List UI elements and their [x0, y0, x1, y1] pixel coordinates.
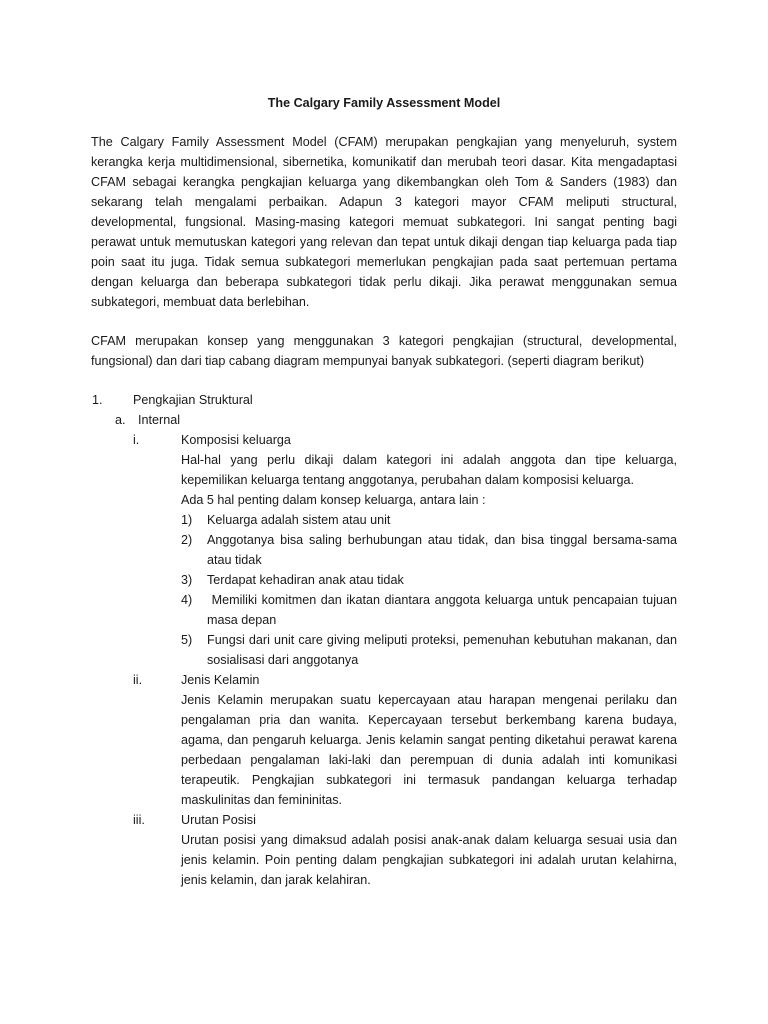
list-number: 2)	[181, 533, 193, 547]
concept-paragraph: CFAM merupakan konsep yang menggunakan 3 kategori pengkajian (structural, developmental, fungsional) dan dari tiap cabang diagram mempunyai banyak subkategori. (seperti diagram berikut)	[91, 334, 677, 368]
document-title: The Calgary Family Assessment Model	[267, 96, 501, 110]
item-heading	[133, 670, 677, 690]
item-roman: i.	[133, 433, 140, 447]
subsection-letter: a.	[115, 413, 126, 427]
document-body	[91, 93, 681, 890]
list-text: Terdapat kehadiran anak atau tidak	[207, 573, 404, 587]
section-heading	[91, 390, 677, 410]
intro-paragraph: The Calgary Family Assessment Model (CFAM) merupakan pengkajian yang menyeluruh, system kerangka kerja multidimensional, sibernetika, komunikatif dan merubah teori dasar. Kita mengadaptasi CFAM sebagai kerangka pengkajian keluarga yang dikembangkan oleh Tom & Sanders (1983) dan sekarang telah mengalami perbaikan. Adapun 3 kategori mayor CFAM meliputi structural, developmental, fungsional. Masing-masing kategori memuat subkategori. Ini sangat penting bagi perawat untuk memutuskan kategori yang relevan dan tepat untuk dikaji dengan tiap keluarga pada tiap poin saat itu juga. Tidak semua subkategori memerlukan pengkajian pada saat pertemuan pertama dengan keluarga dan beberapa subkategori tidak perlu dikaji. Jika perawat menggunakan semua subkategori, membuat data berlebihan.	[91, 135, 677, 309]
list-text: Anggotanya bisa saling berhubungan atau tidak, dan bisa tinggal bersama-sama atau tidak	[207, 533, 677, 567]
list-number: 5)	[181, 633, 193, 647]
item-heading	[133, 430, 677, 450]
item-roman: iii.	[133, 813, 145, 827]
list-text: Keluarga adalah sistem atau unit	[207, 513, 391, 527]
section-number: 1.	[92, 393, 103, 407]
list-number: 1)	[181, 513, 193, 527]
item-text: Urutan posisi yang dimaksud adalah posisi anak-anak dalam keluarga sesuai usia dan jenis kelamin. Poin penting dalam pengkajian subkategori ini adalah urutan kelahirna, jenis kelamin, dan jarak kelahiran.	[181, 833, 677, 887]
list-text: Fungsi dari unit care giving meliputi proteksi, pemenuhan kebutuhan makanan, dan sosialisasi dari anggotanya	[207, 633, 677, 667]
list-item	[181, 510, 677, 530]
item-roman: ii.	[133, 673, 143, 687]
list-item	[181, 590, 681, 630]
list-item	[181, 630, 677, 670]
item-title: Komposisi keluarga	[181, 433, 291, 447]
list-number: 3)	[181, 573, 193, 587]
section-pengkajian-struktural	[91, 390, 681, 890]
item-text: Ada 5 hal penting dalam konsep keluarga, antara lain :	[181, 493, 486, 507]
item-title: Urutan Posisi	[181, 813, 256, 827]
list-number: 4)	[181, 593, 193, 607]
list-item	[181, 530, 677, 570]
subsection-heading	[115, 410, 677, 430]
section-title: Pengkajian Struktural	[133, 393, 253, 407]
list-item	[181, 570, 677, 590]
item-text: Jenis Kelamin merupakan suatu kepercayaan atau harapan mengenai perilaku dan pengalaman pria dan wanita. Kepercayaan tersebut berkembang karena budaya, agama, dan pengaruh keluarga. Jenis kelamin sangat penting diketahui perawat karena perbedaan pengalaman laki-laki dan perempuan di dunia adalah inti komunikasi terapeutik. Pengkajian subkategori ini termasuk pandangan keluarga terhadap maskulinitas dan femininitas.	[181, 693, 677, 807]
item-heading	[133, 810, 677, 830]
subsection-title: Internal	[138, 413, 181, 427]
item-title: Jenis Kelamin	[181, 673, 260, 687]
list-text: Memiliki komitmen dan ikatan diantara anggota keluarga untuk pencapaian tujuan masa depan	[207, 593, 681, 627]
item-text: Hal-hal yang perlu dikaji dalam kategori ini adalah anggota dan tipe keluarga, kepemilikan keluarga tentang anggotanya, perubahan dalam komposisi keluarga.	[181, 453, 677, 487]
